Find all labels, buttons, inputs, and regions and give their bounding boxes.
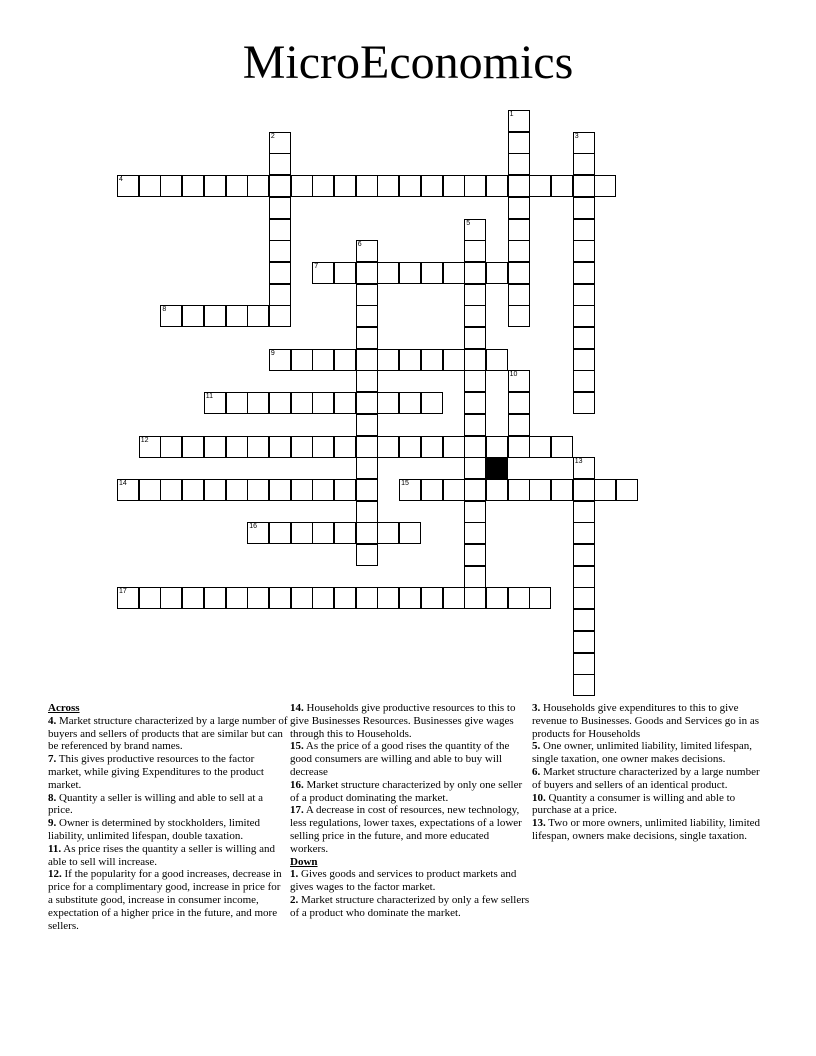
crossword-cell[interactable] <box>204 392 226 414</box>
crossword-cell[interactable] <box>573 457 595 479</box>
crossword-cell[interactable] <box>529 175 551 197</box>
clue-number: 12. <box>48 868 62 881</box>
crossword-cell[interactable] <box>573 674 595 696</box>
clues-column-1 <box>48 702 288 932</box>
crossword-cell[interactable] <box>356 284 378 306</box>
crossword-cell[interactable] <box>421 436 443 458</box>
crossword-cell[interactable] <box>508 175 530 197</box>
across-clue <box>48 753 288 791</box>
crossword-cell[interactable] <box>226 305 248 327</box>
crossword-cell[interactable] <box>573 197 595 219</box>
crossword-cell[interactable] <box>226 175 248 197</box>
crossword-cell[interactable] <box>160 305 182 327</box>
clue-number: 16. <box>290 778 304 791</box>
crossword-cell[interactable] <box>356 479 378 501</box>
crossword-cell[interactable] <box>573 284 595 306</box>
crossword-cell[interactable] <box>182 479 204 501</box>
crossword-cell[interactable] <box>508 436 530 458</box>
crossword-cell[interactable] <box>508 305 530 327</box>
crossword-cell[interactable] <box>247 587 269 609</box>
crossword-cell[interactable] <box>508 197 530 219</box>
crossword-cell[interactable] <box>573 175 595 197</box>
crossword-cell[interactable] <box>334 479 356 501</box>
crossword-cell[interactable] <box>117 175 139 197</box>
crossword-cell[interactable] <box>486 587 508 609</box>
crossword-cell[interactable] <box>399 349 421 371</box>
crossword-cell[interactable] <box>508 587 530 609</box>
clue-number: 14. <box>290 702 304 714</box>
crossword-cell[interactable] <box>269 153 291 175</box>
crossword-cell[interactable] <box>421 479 443 501</box>
cell-number: 15 <box>401 479 409 487</box>
crossword-cell[interactable] <box>573 349 595 371</box>
crossword-cell[interactable] <box>508 240 530 262</box>
crossword-cell[interactable] <box>464 457 486 479</box>
crossword-cell[interactable] <box>269 262 291 284</box>
clue-text: Gives goods and services to product markets and gives wages to the factor market. <box>290 868 517 894</box>
down-clues-part-2 <box>532 702 768 843</box>
crossword-cell[interactable] <box>529 587 551 609</box>
down-heading: Down <box>290 855 318 868</box>
crossword-cell[interactable] <box>573 392 595 414</box>
cell-number: 17 <box>119 588 127 596</box>
crossword-cell[interactable] <box>139 587 161 609</box>
crossword-cell[interactable] <box>356 544 378 566</box>
crossword-cell[interactable] <box>573 653 595 675</box>
crossword-black-cell <box>486 457 508 479</box>
crossword-cell[interactable] <box>486 175 508 197</box>
crossword-cell[interactable] <box>247 479 269 501</box>
crossword-cell[interactable] <box>377 436 399 458</box>
down-clues-part-1 <box>290 868 530 919</box>
crossword-cell[interactable] <box>312 522 334 544</box>
crossword-cell[interactable] <box>573 609 595 631</box>
crossword-cell[interactable] <box>312 175 334 197</box>
cell-number: 8 <box>162 306 167 314</box>
crossword-cell[interactable] <box>356 501 378 523</box>
across-clue <box>48 843 288 869</box>
crossword-cell[interactable] <box>377 349 399 371</box>
crossword-cell[interactable] <box>226 436 248 458</box>
clue-number: 4. <box>48 714 57 727</box>
clue-text: If the popularity for a good increases, decrease in price for a complimentary good, increase in price for a substitute good, increase in consumer income, expectation of a higher price in the future, and more sellers. <box>48 868 282 932</box>
crossword-cell[interactable] <box>291 175 313 197</box>
crossword-cell[interactable] <box>508 153 530 175</box>
crossword-cell[interactable] <box>508 370 530 392</box>
crossword-cell[interactable] <box>573 327 595 349</box>
crossword-cell[interactable] <box>269 587 291 609</box>
crossword-cell[interactable] <box>182 587 204 609</box>
crossword-cell[interactable] <box>573 132 595 154</box>
clue-text: Market structure characterized by a large number of buyers and sellers of an identical product. <box>532 765 760 791</box>
cell-number: 9 <box>270 349 275 357</box>
crossword-cell[interactable] <box>573 240 595 262</box>
crossword-cell[interactable] <box>421 349 443 371</box>
page-title: MicroEconomics <box>242 36 574 89</box>
crossword-cell[interactable] <box>508 110 530 132</box>
crossword-cell[interactable] <box>269 132 291 154</box>
crossword-cell[interactable] <box>160 436 182 458</box>
crossword-cell[interactable] <box>269 392 291 414</box>
clue-number: 8. <box>48 791 57 804</box>
crossword-cell[interactable] <box>377 587 399 609</box>
crossword-cell[interactable] <box>226 392 248 414</box>
crossword-cell[interactable] <box>573 262 595 284</box>
crossword-cell[interactable] <box>551 175 573 197</box>
crossword-cell[interactable] <box>356 414 378 436</box>
crossword-cell[interactable] <box>312 262 334 284</box>
crossword-cell[interactable] <box>334 522 356 544</box>
clue-text: Two or more owners, unlimited liability, limited lifespan, owners make decisions, single taxation. <box>532 817 761 842</box>
crossword-cell[interactable] <box>443 479 465 501</box>
clue-number: 9. <box>48 817 57 830</box>
cell-number: 13 <box>574 458 583 466</box>
crossword-cell[interactable] <box>464 501 486 523</box>
clue-number: 17. <box>290 804 304 817</box>
crossword-cell[interactable] <box>573 544 595 566</box>
crossword-cell[interactable] <box>529 436 551 458</box>
crossword-cell[interactable] <box>464 587 486 609</box>
crossword-cell[interactable] <box>464 522 486 544</box>
crossword-cell[interactable] <box>464 414 486 436</box>
crossword-cell[interactable] <box>269 197 291 219</box>
clue-number: 6. <box>532 765 541 778</box>
crossword-cell[interactable] <box>182 436 204 458</box>
across-clue <box>48 792 288 818</box>
crossword-cell[interactable] <box>594 479 616 501</box>
crossword-cell[interactable] <box>464 284 486 306</box>
crossword-cell[interactable] <box>312 392 334 414</box>
down-clue <box>532 792 768 818</box>
crossword-cell[interactable] <box>377 262 399 284</box>
crossword-cell[interactable] <box>464 566 486 588</box>
clue-number: 2. <box>290 893 299 906</box>
clue-text: Market structure characterized by only a few sellers of a product who dominate the market. <box>290 893 530 919</box>
crossword-cell[interactable] <box>508 414 530 436</box>
crossword-cell[interactable] <box>464 327 486 349</box>
crossword-cell[interactable] <box>486 349 508 371</box>
crossword-cell[interactable] <box>486 262 508 284</box>
crossword-cell[interactable] <box>464 479 486 501</box>
crossword-cell[interactable] <box>377 522 399 544</box>
crossword-cell[interactable] <box>508 262 530 284</box>
cell-number: 6 <box>357 241 362 249</box>
clue-text: As the price of a good rises the quantity of the good consumers are willing and able to buy will decrease <box>290 740 510 778</box>
across-heading: Across <box>48 702 80 714</box>
clue-text: As price rises the quantity a seller is willing and able to sell will increase. <box>48 842 276 868</box>
crossword-cell[interactable] <box>356 457 378 479</box>
clue-number: 5. <box>532 740 541 753</box>
clue-text: Owner is determined by stockholders, limited liability, unlimited lifespan, double taxation. <box>48 817 261 842</box>
crossword-cell[interactable] <box>312 436 334 458</box>
crossword-cell[interactable] <box>616 479 638 501</box>
crossword-cell[interactable] <box>312 587 334 609</box>
down-clue <box>290 894 530 920</box>
across-clue <box>48 817 288 843</box>
down-clue <box>290 868 530 894</box>
crossword-cell[interactable] <box>356 392 378 414</box>
across-clue <box>290 740 530 778</box>
crossword-cell[interactable] <box>269 349 291 371</box>
crossword-cell[interactable] <box>508 479 530 501</box>
clue-text: Market structure characterized by a large number of buyers and sellers of products that are similar but can be referenced by brand names. <box>48 714 288 753</box>
crossword-cell[interactable] <box>421 262 443 284</box>
down-clue <box>532 740 768 766</box>
crossword-cell[interactable] <box>399 175 421 197</box>
cell-number: 14 <box>119 479 127 487</box>
crossword-cell[interactable] <box>312 479 334 501</box>
crossword-cell[interactable] <box>464 175 486 197</box>
clue-number: 15. <box>290 740 304 753</box>
crossword-cell[interactable] <box>464 436 486 458</box>
cell-number: 5 <box>466 219 471 227</box>
crossword-cell[interactable] <box>464 240 486 262</box>
crossword-cell[interactable] <box>117 479 139 501</box>
crossword-cell[interactable] <box>291 436 313 458</box>
crossword-cell[interactable] <box>356 305 378 327</box>
crossword-cell[interactable] <box>399 392 421 414</box>
across-clue <box>290 804 530 855</box>
across-clues-part-2 <box>290 702 530 856</box>
clue-number: 7. <box>48 753 57 766</box>
crossword-cell[interactable] <box>204 175 226 197</box>
clues-column-2 <box>290 702 530 920</box>
down-clue <box>532 817 768 843</box>
crossword-cell[interactable] <box>356 522 378 544</box>
crossword-cell[interactable] <box>443 436 465 458</box>
cell-number: 12 <box>140 436 149 444</box>
crossword-cell[interactable] <box>464 544 486 566</box>
crossword-cell[interactable] <box>269 436 291 458</box>
crossword-cell[interactable] <box>399 587 421 609</box>
clue-text: Market structure characterized by only one seller of a product dominating the market. <box>290 778 523 804</box>
crossword-cell[interactable] <box>226 587 248 609</box>
clue-text: Households give expenditures to this to give revenue to Businesses. Goods and Services go in as products for Households <box>532 702 759 740</box>
clue-text: A decrease in cost of resources, new technology, less regulations, lower taxes, expectations of a lower selling price in the future, and more educated workers. <box>290 804 522 855</box>
cell-number: 10 <box>509 371 518 379</box>
clue-number: 10. <box>532 791 546 804</box>
crossword-cell[interactable] <box>117 587 139 609</box>
crossword-cell[interactable] <box>139 436 161 458</box>
crossword-cell[interactable] <box>356 240 378 262</box>
crossword-cell[interactable] <box>356 262 378 284</box>
clue-number: 11. <box>48 842 62 855</box>
crossword-cell[interactable] <box>356 327 378 349</box>
crossword-cell[interactable] <box>529 479 551 501</box>
crossword-cell[interactable] <box>443 587 465 609</box>
crossword-cell[interactable] <box>421 392 443 414</box>
across-clues-part-1 <box>48 715 288 933</box>
crossword-cell[interactable] <box>464 370 486 392</box>
crossword-cell[interactable] <box>464 349 486 371</box>
cell-number: 2 <box>270 132 275 140</box>
crossword-cell[interactable] <box>443 349 465 371</box>
clues-column-3 <box>532 702 768 843</box>
crossword-cell[interactable] <box>291 349 313 371</box>
crossword-cell[interactable] <box>573 501 595 523</box>
crossword-cell[interactable] <box>334 349 356 371</box>
crossword-cell[interactable] <box>269 175 291 197</box>
clue-text: One owner, unlimited liability, limited lifespan, single taxation, one owner makes decisions. <box>532 740 753 766</box>
crossword-cell[interactable] <box>399 522 421 544</box>
crossword-cell[interactable] <box>356 370 378 392</box>
crossword-cell[interactable] <box>182 175 204 197</box>
crossword-cell[interactable] <box>291 522 313 544</box>
crossword-cell[interactable] <box>421 175 443 197</box>
crossword-cell[interactable] <box>269 479 291 501</box>
cell-number: 4 <box>119 176 123 184</box>
crossword-cell[interactable] <box>160 587 182 609</box>
crossword-cell[interactable] <box>573 631 595 653</box>
crossword-cell[interactable] <box>356 587 378 609</box>
crossword-cell[interactable] <box>312 349 334 371</box>
crossword-cell[interactable] <box>399 436 421 458</box>
crossword-cell[interactable] <box>573 566 595 588</box>
crossword-cell[interactable] <box>182 305 204 327</box>
crossword-cell[interactable] <box>573 370 595 392</box>
crossword-cell[interactable] <box>269 240 291 262</box>
crossword-cell[interactable] <box>573 479 595 501</box>
crossword-cell[interactable] <box>573 219 595 241</box>
crossword-cell[interactable] <box>291 587 313 609</box>
crossword-cell[interactable] <box>269 219 291 241</box>
cell-number: 16 <box>249 523 257 531</box>
crossword-cell[interactable] <box>334 436 356 458</box>
crossword-cell[interactable] <box>377 175 399 197</box>
crossword-cell[interactable] <box>573 305 595 327</box>
cell-number: 7 <box>314 262 319 270</box>
crossword-cell[interactable] <box>508 132 530 154</box>
crossword-cell[interactable] <box>334 392 356 414</box>
crossword-cell[interactable] <box>486 436 508 458</box>
across-clue <box>48 715 288 753</box>
crossword-cell[interactable] <box>269 284 291 306</box>
crossword-cell[interactable] <box>464 392 486 414</box>
crossword-cell[interactable] <box>247 436 269 458</box>
down-clue <box>532 766 768 792</box>
clue-text: Households give productive resources to this to give Businesses Resources. Businesses give wages through this to Households. <box>290 702 516 740</box>
crossword-cell[interactable] <box>443 262 465 284</box>
crossword-cell[interactable] <box>551 479 573 501</box>
crossword-cell[interactable] <box>139 479 161 501</box>
crossword-cell[interactable] <box>334 262 356 284</box>
clue-text: Quantity a consumer is willing and able to purchase at a price. <box>532 791 736 817</box>
crossword-cell[interactable] <box>464 219 486 241</box>
crossword-cell[interactable] <box>573 153 595 175</box>
across-clue <box>290 779 530 805</box>
clue-number: 3. <box>532 702 541 714</box>
clue-text: Quantity a seller is willing and able to sell at a price. <box>48 791 264 817</box>
crossword-cell[interactable] <box>269 522 291 544</box>
crossword-cell[interactable] <box>508 284 530 306</box>
crossword-cell[interactable] <box>204 436 226 458</box>
crossword-cell[interactable] <box>334 587 356 609</box>
crossword-cell[interactable] <box>269 305 291 327</box>
crossword-cell[interactable] <box>226 479 248 501</box>
crossword-cell[interactable] <box>291 479 313 501</box>
crossword-cell[interactable] <box>204 587 226 609</box>
crossword-cell[interactable] <box>247 175 269 197</box>
crossword-cell[interactable] <box>551 436 573 458</box>
crossword-cell[interactable] <box>291 392 313 414</box>
clue-number: 13. <box>532 817 546 830</box>
cell-number: 11 <box>205 393 214 401</box>
across-clue <box>48 868 288 932</box>
crossword-cell[interactable] <box>139 175 161 197</box>
across-clue <box>290 702 530 740</box>
crossword-cell[interactable] <box>443 175 465 197</box>
crossword-cell[interactable] <box>377 392 399 414</box>
down-clue <box>532 702 768 740</box>
crossword-cell[interactable] <box>247 392 269 414</box>
cell-number: 1 <box>509 111 514 118</box>
crossword-cell[interactable] <box>573 522 595 544</box>
crossword-cell[interactable] <box>421 587 443 609</box>
crossword-cell[interactable] <box>356 349 378 371</box>
crossword-cell[interactable] <box>160 175 182 197</box>
crossword-cell[interactable] <box>399 262 421 284</box>
crossword-cell[interactable] <box>573 587 595 609</box>
crossword-cell[interactable] <box>464 262 486 284</box>
clue-text: This gives productive resources to the factor market, while giving Expenditures to the product market. <box>48 753 264 791</box>
crossword-cell[interactable] <box>247 305 269 327</box>
crossword-cell[interactable] <box>247 522 269 544</box>
crossword-cell[interactable] <box>160 479 182 501</box>
crossword-cell[interactable] <box>464 305 486 327</box>
crossword-cell[interactable] <box>356 436 378 458</box>
crossword-cell[interactable] <box>334 175 356 197</box>
crossword-cell[interactable] <box>356 175 378 197</box>
crossword-cell[interactable] <box>508 392 530 414</box>
crossword-cell[interactable] <box>486 479 508 501</box>
crossword-cell[interactable] <box>508 219 530 241</box>
crossword-cell[interactable] <box>594 175 616 197</box>
cell-number: 3 <box>574 132 579 140</box>
crossword-cell[interactable] <box>204 479 226 501</box>
crossword-cell[interactable] <box>399 479 421 501</box>
clue-number: 1. <box>290 868 299 881</box>
crossword-cell[interactable] <box>204 305 226 327</box>
